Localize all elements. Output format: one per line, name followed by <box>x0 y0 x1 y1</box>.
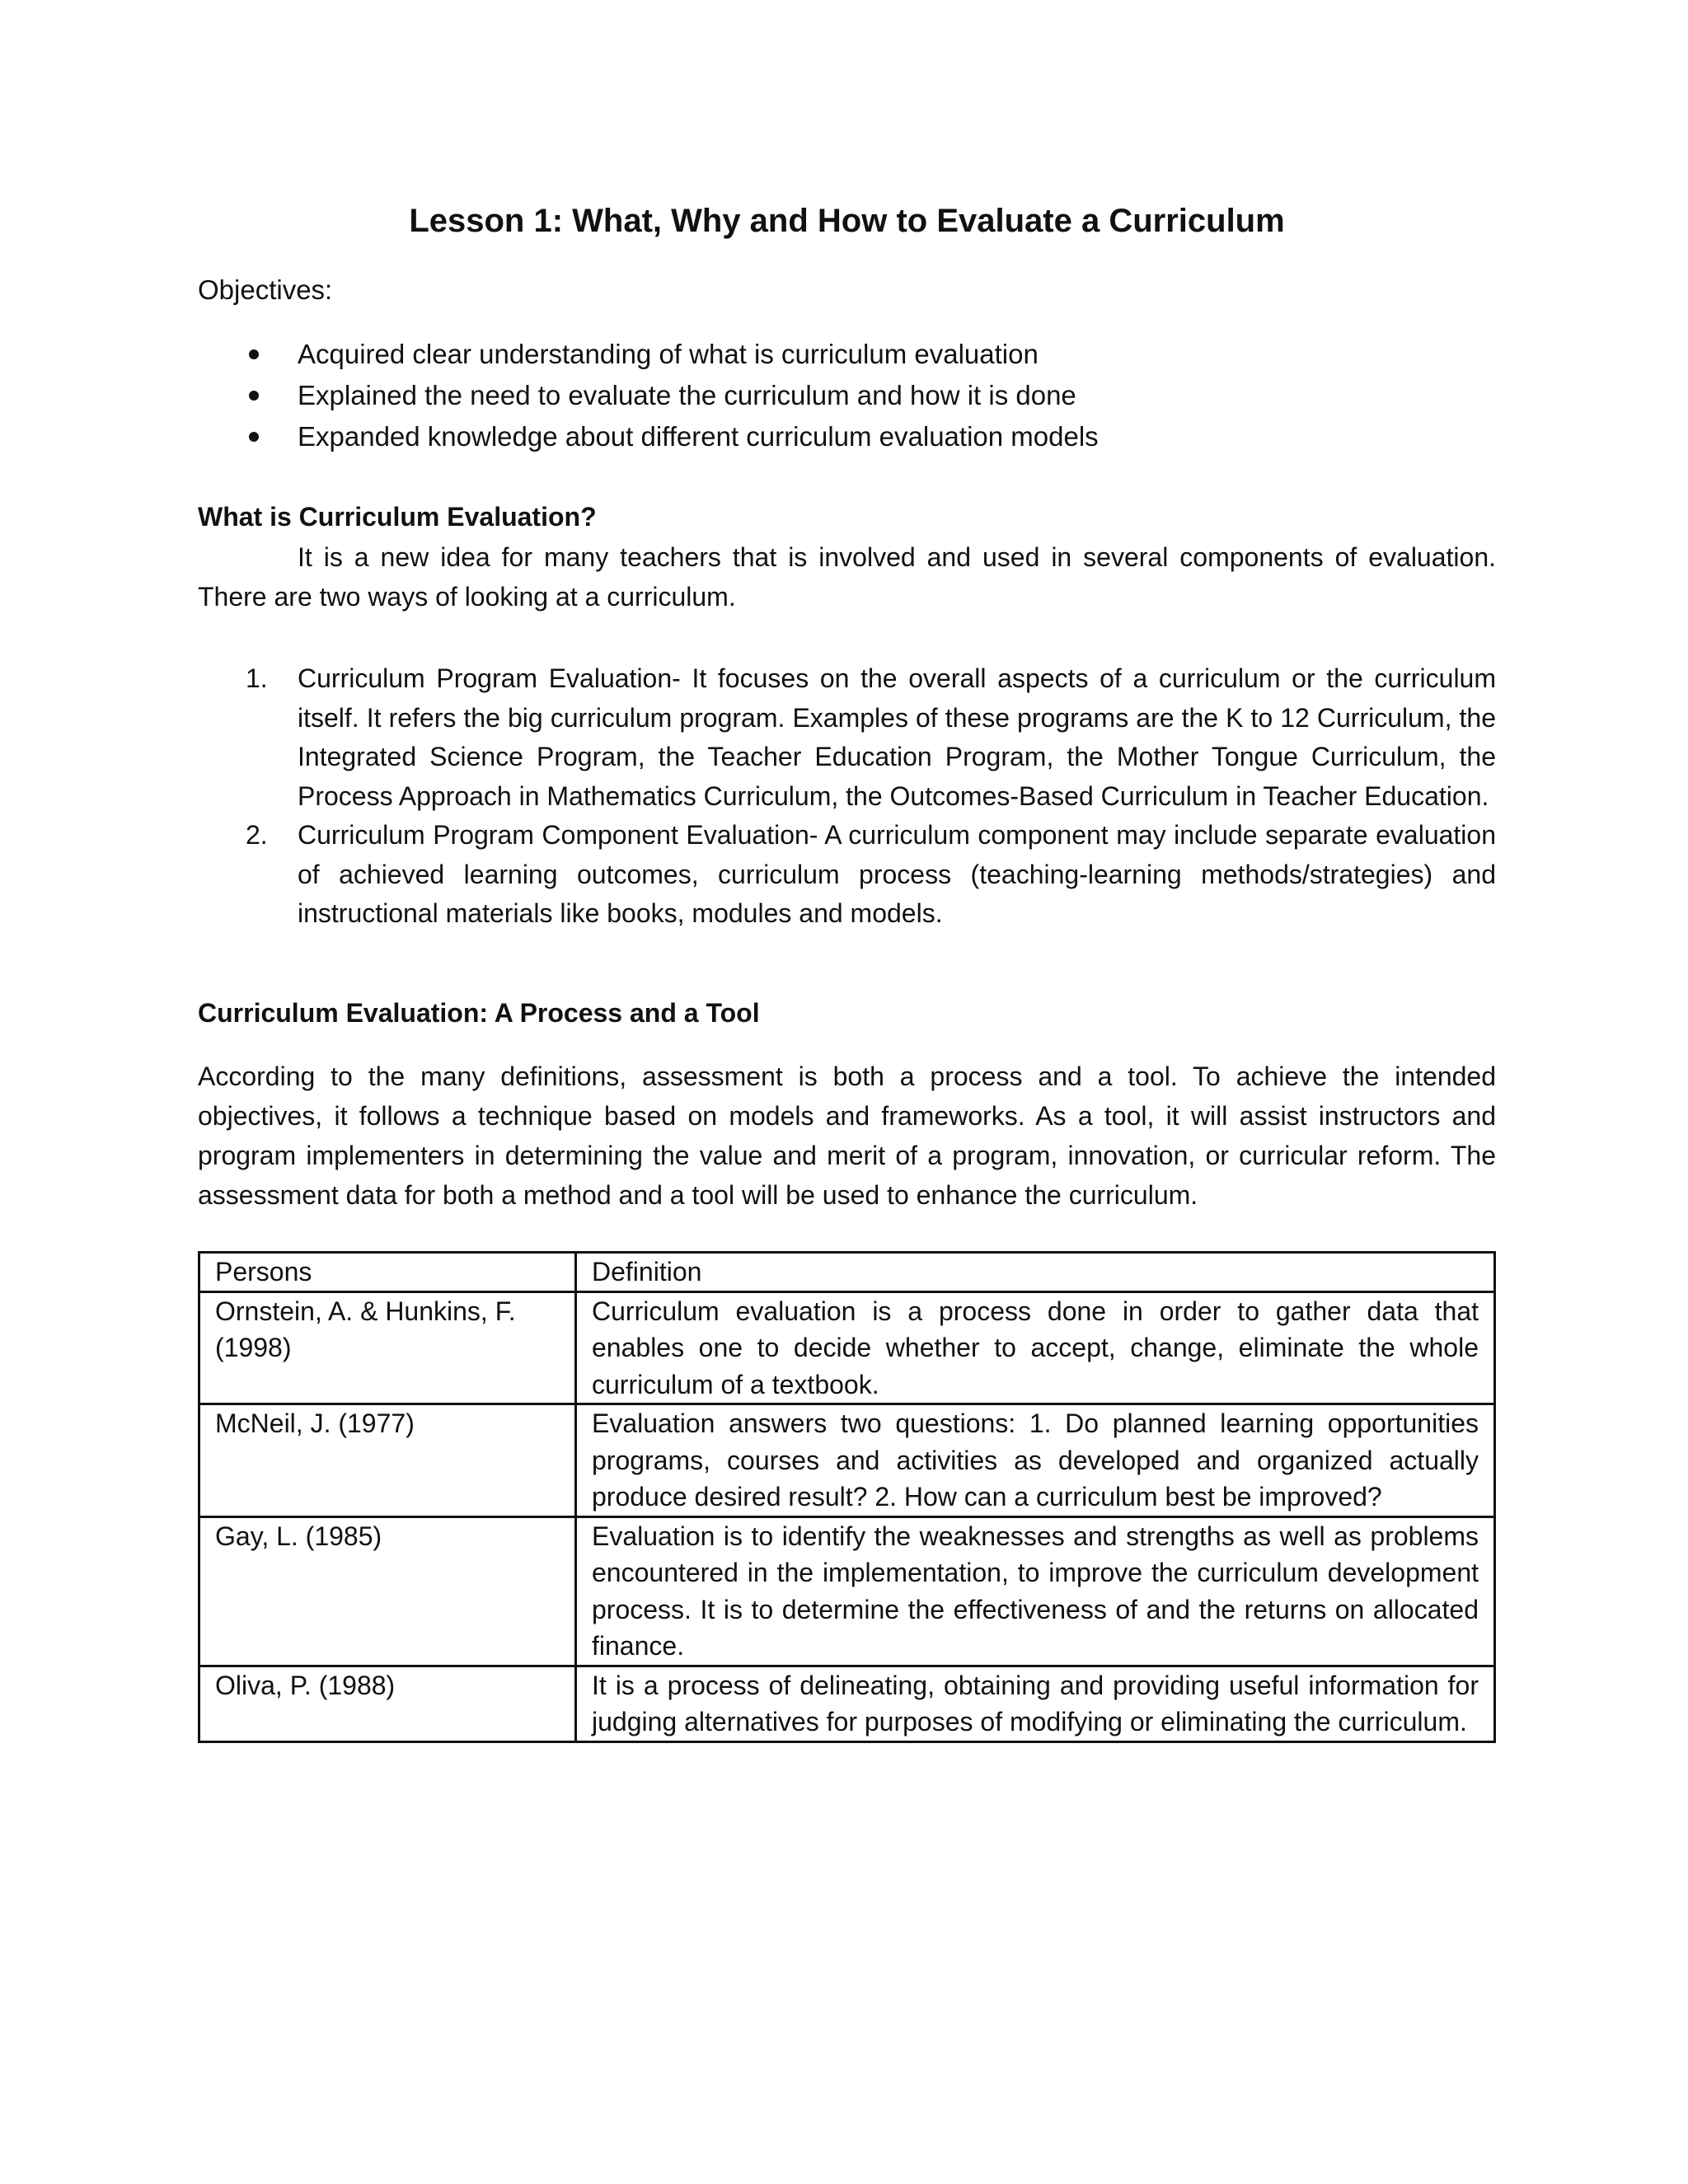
table-header-persons: Persons <box>199 1253 576 1292</box>
objectives-list <box>198 334 1496 457</box>
table-cell-person: Ornstein, A. & Hunkins, F. (1998) <box>199 1291 576 1404</box>
item-text: Curriculum Program Evaluation- It focuses on the overall aspects of a curriculum or the curriculum itself. It refers the big curriculum program. Examples of these programs are the K to 12 Curriculum, the Integrated Science Program, the Teacher Education Program, the Mother Tongue Curriculum, the Process Approach in Mathematics Curriculum, the Outcomes-Based Curriculum in Teacher Education. <box>298 663 1496 811</box>
table-cell-person: McNeil, J. (1977) <box>199 1404 576 1517</box>
document-title: Lesson 1: What, Why and How to Evaluate a Curriculum <box>409 203 1285 239</box>
table-cell-person: Oliva, P. (1988) <box>199 1666 576 1741</box>
bullet-icon <box>249 432 259 442</box>
table-header-definition: Definition <box>576 1253 1495 1292</box>
table-header-row <box>199 1253 1495 1292</box>
section-paragraph-what-is: It is a new idea for many teachers that is involved and used in several components of evaluation. There are two ways of looking at a curriculum. <box>198 542 1496 612</box>
table-cell-definition: Curriculum evaluation is a process done in order to gather data that enables one to decide whether to accept, change, eliminate the whole curriculum of a textbook. <box>576 1291 1495 1404</box>
bullet-icon <box>249 391 259 401</box>
item-number: 2. <box>246 820 268 850</box>
table-row <box>199 1291 1495 1404</box>
evaluation-types-list <box>198 659 1496 934</box>
table-row <box>199 1666 1495 1741</box>
section-paragraph-process-and-tool: According to the many definitions, assessment is both a process and a tool. To achieve the intended objectives, it follows a technique based on models and frameworks. As a tool, it will assist instructors and program implementers in determining the value and merit of a program, innovation, or curricular reform. The assessment data for both a method and a tool will be used to enhance the curriculum. <box>198 1062 1496 1210</box>
objective-item <box>198 416 1496 457</box>
item-number: 1. <box>246 663 268 693</box>
table-cell-person: Gay, L. (1985) <box>199 1516 576 1666</box>
bullet-icon <box>249 349 259 359</box>
objective-text: Explained the need to evaluate the curriculum and how it is done <box>298 380 1076 410</box>
section-heading-process-and-tool: Curriculum Evaluation: A Process and a Tool <box>198 998 760 1028</box>
section-heading-what-is: What is Curriculum Evaluation? <box>198 502 597 532</box>
objective-item <box>198 334 1496 375</box>
table-cell-definition: Evaluation answers two questions: 1. Do planned learning opportunities programs, courses and activities as developed and organized actually produce desired result? 2. How can a curriculum best be improved? <box>576 1404 1495 1517</box>
table-row <box>199 1404 1495 1517</box>
objective-item <box>198 375 1496 416</box>
table-cell-definition: It is a process of delineating, obtaining and providing useful information for judging alternatives for purposes of modifying or eliminating the curriculum. <box>576 1666 1495 1741</box>
item-text: Curriculum Program Component Evaluation- A curriculum component may include separate evaluation of achieved learning outcomes, curriculum process (teaching-learning methods/strategies) and instructional materials like books, modules and models. <box>298 820 1496 928</box>
table-row <box>199 1516 1495 1666</box>
evaluation-type-item <box>198 659 1496 816</box>
definitions-table <box>198 1251 1496 1743</box>
table-cell-definition: Evaluation is to identify the weaknesses and strengths as well as problems encountered in the implementation, to improve the curriculum development process. It is to determine the effectiveness of and the returns on allocated finance. <box>576 1516 1495 1666</box>
objective-text: Acquired clear understanding of what is curriculum evaluation <box>298 339 1039 369</box>
objective-text: Expanded knowledge about different curriculum evaluation models <box>298 421 1099 452</box>
evaluation-type-item <box>198 816 1496 934</box>
objectives-label: Objectives: <box>198 274 333 305</box>
